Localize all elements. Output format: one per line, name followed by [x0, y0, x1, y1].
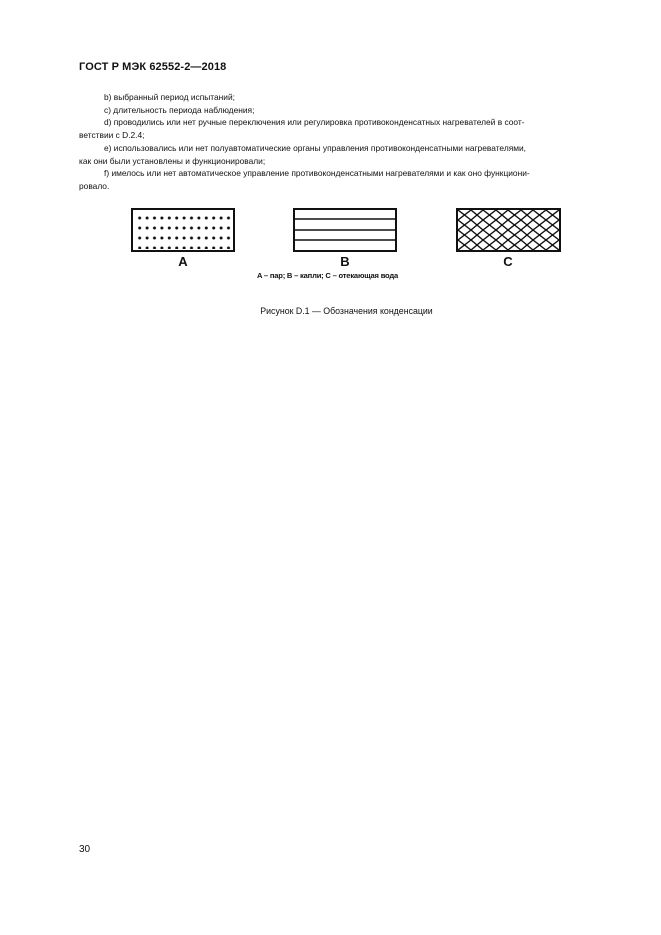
list-item-e: e) использовались или нет полуавтоматические органы управления противоконденсатными нагревателями,: [104, 142, 527, 153]
figure-caption: Рисунок D.1 — Обозначения конденсации: [260, 306, 433, 316]
document-header: ГОСТ Р МЭК 62552-2—2018: [79, 61, 227, 73]
condensation-figure: [0, 0, 661, 300]
panel-c-running-water: [457, 209, 560, 251]
list-item-d-cont: ветствии с D.2.4;: [79, 130, 145, 141]
list-item-f: f) имелось или нет автоматическое управление противоконденсатными нагревателями и как оно функциони-: [104, 168, 530, 179]
panel-c-label: C: [503, 254, 513, 269]
figure-legend: A – пар; B – капли; C – отекающая вода: [257, 271, 399, 280]
list-item-e-cont: как они были установлены и функционировали;: [79, 155, 266, 166]
list-item-c: c) длительность периода наблюдения;: [104, 104, 255, 115]
list-item-b: b) выбранный период испытаний;: [104, 92, 235, 102]
page-number: 30: [79, 844, 91, 855]
list-item-d: d) проводились или нет ручные переключения или регулировка противоконденсатных нагревателей в соот-: [104, 117, 525, 128]
list-item-f-cont: ровало.: [79, 180, 110, 191]
panel-b-label: B: [340, 254, 350, 269]
panel-a-vapour: [132, 209, 234, 251]
panel-a-label: A: [178, 254, 188, 269]
panel-b-drops: [294, 209, 396, 251]
